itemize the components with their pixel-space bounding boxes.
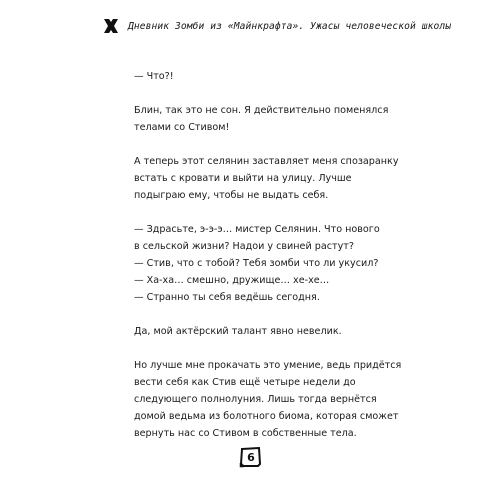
running-header [102,12,451,40]
text-line: А теперь этот селянин заставляет меня спозаранку [134,156,399,167]
text-line: Блин, так это не сон. Я действительно поменялся [134,105,389,116]
paragraph-gap [134,306,434,323]
text-line: следующего полнолуния. Лишь тогда вернётся [134,394,377,405]
text-line: подыграю ему, чтобы не выдать себя. [134,190,329,201]
text-line: встать с кровати и выйти на улицу. Лучше [134,173,352,184]
text-line: — Странно ты себя ведёшь сегодня. [134,292,320,303]
page-number: 6 [247,451,255,464]
text-line: телами со Стивом! [134,122,230,133]
paragraph-gap [134,85,434,102]
text-line: в сельской жизни? Надои у свиней растут? [134,241,354,252]
text-line: вернуть нас со Стивом в собственные тела. [134,428,357,439]
text-line: вести себя как Стив ещё четыре недели до [134,377,356,388]
paragraph-gap [134,340,434,357]
text-line: — Стив, что с тобой? Тебя зомби что ли укусил? [134,258,379,269]
text-line: — Что?! [134,71,174,82]
text-line: домой ведьма из болотного биома, которая сможет [134,411,399,422]
text-line: — Ха-ха… смешно, дружище… хе-хе… [134,275,330,286]
page-number-badge [239,446,263,468]
running-header-title: Дневник Зомби из «Майнкрафта». Ужасы человеческой школы [128,20,452,32]
cross-icon [102,17,120,35]
text-line: Да, мой актёрский талант явно невелик. [134,326,342,337]
paragraph-gap [134,204,434,221]
paragraph-gap [134,136,434,153]
text-line: Но лучше мне прокачать это умение, ведь придётся [134,360,402,371]
text-line: — Здрасьте, э-э-э… мистер Селянин. Что нового [134,224,380,235]
page-body-text [134,68,434,442]
